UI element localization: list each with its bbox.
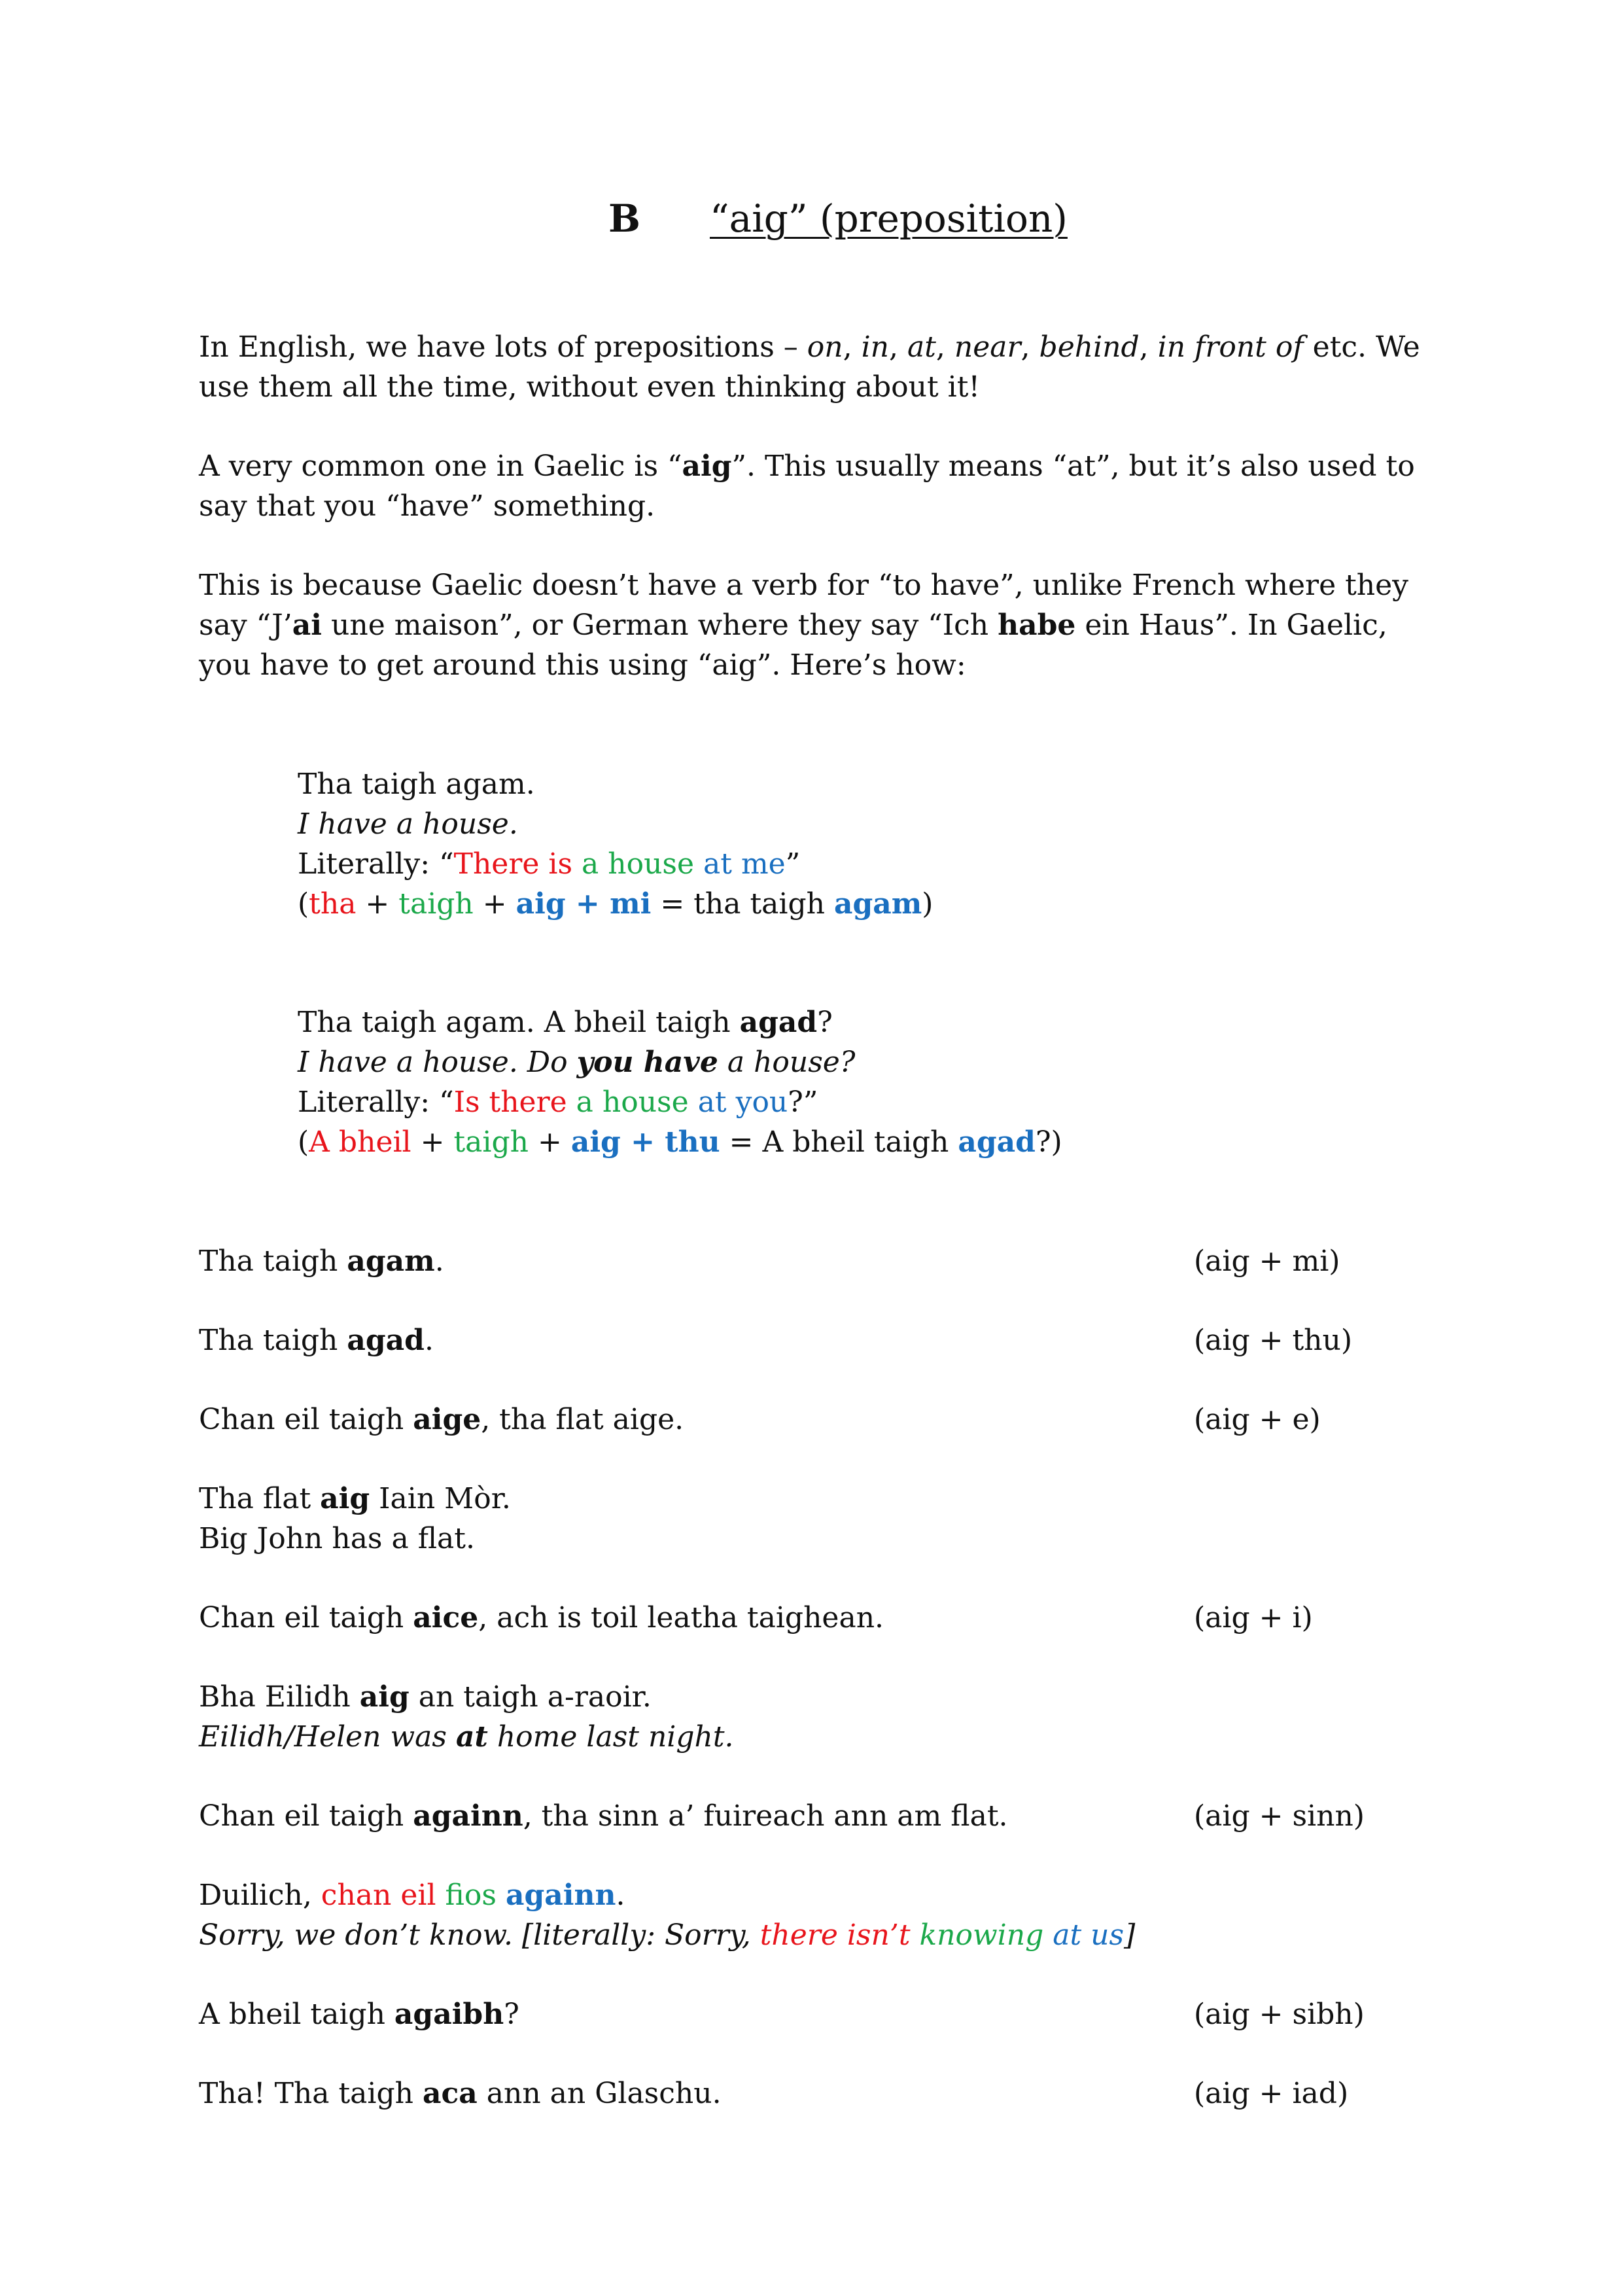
sentence-againn: Chan eil taigh againn, tha sinn a’ fuireach ann am flat. xyxy=(199,1799,1008,1833)
intro-paragraph-1: In English, we have lots of prepositions – on, in, at, near, behind, in front of etc. We use them all the time, without even thinking about it! xyxy=(199,330,1420,404)
note-aig-i: (aig + i) xyxy=(1194,1601,1313,1634)
sentence-agam: Tha taigh agam. xyxy=(199,1245,444,1278)
example2-english: I have a house. Do you have a house? xyxy=(298,1046,856,1079)
note-aig-sibh: (aig + sibh) xyxy=(1194,1998,1365,2031)
sentence-aice: Chan eil taigh aice, ach is toil leatha taighean. xyxy=(199,1601,884,1634)
sentence-aca: Tha! Tha taigh aca ann an Glaschu. xyxy=(199,2077,722,2110)
sentence-aige: Chan eil taigh aige, tha flat aige. xyxy=(199,1403,684,1436)
sentence-duilich: Duilich, chan eil fios againn. xyxy=(199,1879,625,1912)
section-title: “aig” (preposition) xyxy=(710,196,1068,241)
section-letter: B xyxy=(608,196,641,241)
example2-literal: Literally: “Is there a house at you?” xyxy=(298,1086,818,1119)
note-aig-thu: (aig + thu) xyxy=(1194,1324,1352,1357)
sentence-aig-eilidh-english: Eilidh/Helen was at home last night. xyxy=(199,1720,734,1754)
sentence-duilich-english: Sorry, we don’t know. [literally: Sorry, there isn’t knowing at us] xyxy=(199,1918,1136,1952)
note-aig-iad: (aig + iad) xyxy=(1194,2077,1349,2110)
sentence-agaibh: A bheil taigh agaibh? xyxy=(199,1998,519,2031)
note-aig-mi: (aig + mi) xyxy=(1194,1245,1340,1278)
sentence-aig-iain: Tha flat aig Iain Mòr. xyxy=(199,1482,511,1515)
example1-english: I have a house. xyxy=(298,807,518,841)
example1-gaelic: Tha taigh agam. xyxy=(298,768,535,801)
example2-gaelic: Tha taigh agam. A bheil taigh agad? xyxy=(298,1006,833,1039)
example2-breakdown: (A bheil + taigh + aig + thu = A bheil taigh agad?) xyxy=(298,1125,1062,1159)
intro-paragraph-3: This is because Gaelic doesn’t have a verb for “to have”, unlike French where they say “J’ai une maison”, or German where they say “Ich habe ein Haus”. In Gaelic, you have to get around this using “aig”. Here’s how: xyxy=(199,569,1409,682)
note-aig-sinn: (aig + sinn) xyxy=(1194,1799,1365,1833)
example1-literal: Literally: “There is a house at me” xyxy=(298,847,801,881)
intro-paragraph-2: A very common one in Gaelic is “aig”. This usually means “at”, but it’s also used to say that you “have” something. xyxy=(199,450,1415,523)
sentence-agad: Tha taigh agad. xyxy=(199,1324,434,1357)
example1-breakdown: (tha + taigh + aig + mi = tha taigh agam) xyxy=(298,887,934,921)
note-aig-e: (aig + e) xyxy=(1194,1403,1321,1436)
sentence-aig-eilidh: Bha Eilidh aig an taigh a-raoir. xyxy=(199,1680,652,1714)
sentence-aig-iain-english: Big John has a flat. xyxy=(199,1522,475,1555)
